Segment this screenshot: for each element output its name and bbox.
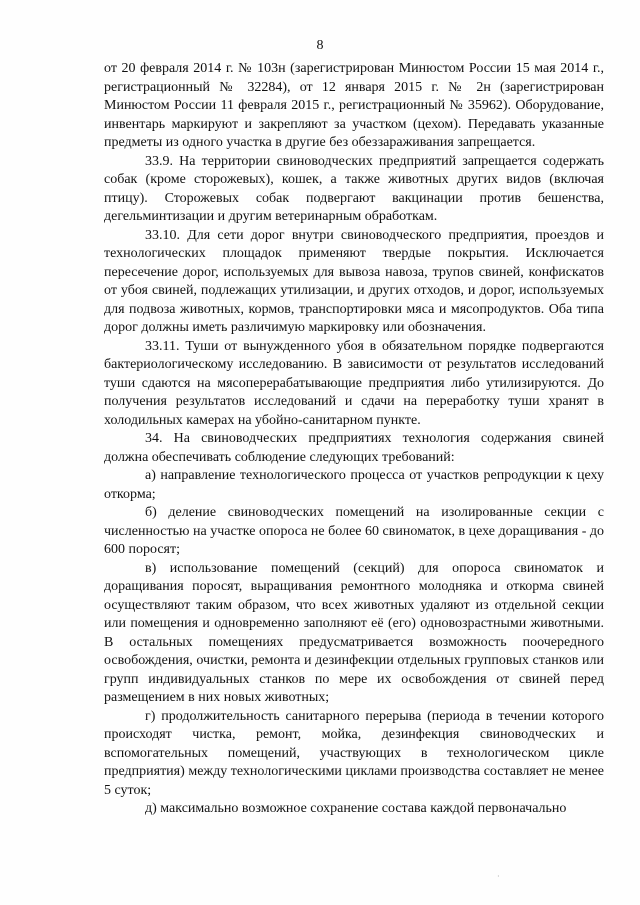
scan-speck: ·	[497, 872, 500, 881]
list-item-d: д) максимально возможное сохранение состава каждой первоначально	[145, 801, 567, 816]
page-number: 8	[316, 38, 324, 53]
paragraph-34: 34. На свиноводческих предприятиях технология содержания свиней должна обеспечивать соблюдение следующих требований:	[104, 431, 604, 465]
paragraph-33-11: 33.11. Туши от вынужденного убоя в обязательном порядке подвергаются бактериологическому исследованию. В зависимости от результатов исследований туши сдаются на мясоперерабатывающие предприятия либо утилизируются. До получения результатов исследований и сдачи на переработку туши хранят в холодильных камерах на убойно-санитарном пункте.	[104, 338, 604, 428]
list-item-v: в) использование помещений (секций) для опороса свиноматок и доращивания поросят, выращивания ремонтного молодняка и откорма свиней осуществляют таким образом, что всех животных удаляют из отдельной секции или помещения и одновременно заполняют её (его) одновозрастными животными. В остальных помещениях предусматривается возможность поочередного освобождения, очистки, ремонта и дезинфекции отдельных групповых станков или групп индивидуальных станков по мере их освобождения от свиней перед размещением в них новых животных;	[104, 560, 604, 705]
paragraph-33-10: 33.10. Для сети дорог внутри свиноводческого предприятия, проездов и технологических площадок применяют твердые покрытия. Исключается пересечение дорог, используемых для вывоза навоза, трупов свиней, конфискатов от убоя свиней, подлежащих утилизации, и других отходов, и дорог, используемых для подвоза животных, кормов, транспортировки мяса и мясопродуктов. Оба типа дорог должны иметь различимую маркировку или обозначения.	[104, 227, 604, 335]
paragraph-continuation: от 20 февраля 2014 г. № 103н (зарегистрирован Минюстом России 15 мая 2014 г., регистрационный № 32284), от 12 января 2015 г. № 2н (зарегистрирован Минюстом России 11 февраля 2015 г., регистрационный № 35962). Оборудование, инвентарь маркируют и закрепляют за участком (цехом). Передавать указанные предметы из одного участка в другие без обеззараживания запрещается.	[104, 61, 604, 150]
list-item-b: б) деление свиноводческих помещений на изолированные секции с численностью на участке опороса не более 60 свиноматок, в цехе доращивания - до 600 поросят;	[104, 505, 604, 557]
document-body	[104, 60, 604, 819]
paragraph-33-9: 33.9. На территории свиноводческих предприятий запрещается содержать собак (кроме сторожевых), кошек, а также животных других видов (включая птицу). Сторожевых собак подвергают вакцинации против бешенства, дегельминтизации и другим ветеринарным обработкам.	[104, 153, 604, 224]
list-item-a: а) направление технологического процесса от участков репродукции к цеху откорма;	[104, 468, 604, 502]
list-item-g: г) продолжительность санитарного перерыва (периода в течении которого происходят чистка, ремонт, мойка, дезинфекция свиноводческих и вспомогательных помещений, участвующих в технологическом цикле предприятия) между технологическими циклами производства составляет не менее 5 суток;	[104, 708, 604, 798]
